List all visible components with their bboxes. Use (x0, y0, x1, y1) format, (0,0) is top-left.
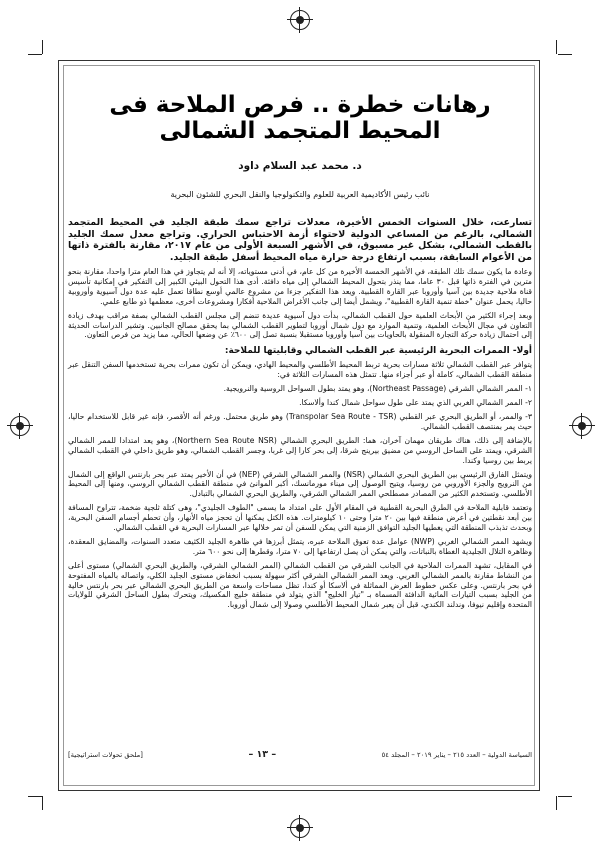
crop-mark (28, 796, 42, 797)
list-item: ٣- والممر، أو الطريق البحري عبر القطبي (Transpolar Sea Route - TSR) وهو طريق محتمل. ورغم أنه الأقصر، فإنه غير قابل للاستخدام حاليا، حيث يمر بمنتصف القطب الشمالي. (68, 411, 532, 431)
registration-mark-bottom (290, 818, 310, 838)
list-item: ٢- الممر الشمالي الغربي الذي يمتد على طول سواحل شمال كندا وألاسكا. (299, 398, 532, 408)
article-title: رهانات خطرة .. فرص الملاحة فى المحيط المتجمد الشمالى (109, 92, 491, 144)
author-name: د. محمد عبد السلام داود (238, 160, 362, 172)
registration-mark-top (290, 10, 310, 30)
crop-mark (558, 54, 572, 55)
article (68, 72, 532, 772)
body-paragraph: يتوافر عبر القطب الشمالي ثلاثة مسارات بحرية تربط المحيط الأطلسي والمحيط الهادي، ويمكن أن تكون ممرات بحرية تستخدمها السفن التنقل عبر منطقة القطب الشمالي، كاملة أو عبر أجزاء منها. تتمثل هذه المسارات الثلاثة في: (68, 360, 532, 380)
section-heading: أولا- الممرات البحرية الرئيسية عبر القطب الشمالي وقابليتها للملاحة: (224, 346, 532, 357)
body-paragraph: وعادة ما يكون سمك تلك الطبقة، في الأشهر الخمسة الأخيرة من كل عام، في أدنى مستوياته، إلا أنه لم يتجاوز في هذا العام مترا واحدا، مقارنة بنحو مترين في الفترة ذاتها قبل ٣٠ عاما، مما ينذر بتحول المحيط الشمالي إلى مياه دافئة. أدى هذا التحول البيئي الكبير إلى التفكير في إمكانية تأسيس قناة ملاحية جديدة بين آسيا وأوروبا عبر القارة القطبية. ويعد هذا التفكير جزءا من مشروع عالمي أوسع نطاقا تعمل عليه عدة دول آسيوية وأوروبية حاليا، يحمل عنوان "خطة تنمية القارة القطبية"، ويشمل أيضا إلى جانب الأغراض الملاحية أفكارا ومشروعات أخرى، معظمها ذو طابع علمي. (68, 267, 532, 306)
list-item: ١- الممر الشمالي الشرقي (Northeast Passage)، وهو يمتد بطول السواحل الروسية والنرويجية. (223, 384, 532, 394)
body-paragraph: وبعد إجراء الكثير من الأبحاث العلمية حول القطب الشمالي، بدأت دول آسيوية عديدة تنضم إلى مجلس القطب الشمالي بصفة مراقب بهدف زيادة التعاون في مجال الأبحاث العلمية، وتنمية الموارد مع دول شمال أوروبا لتطوير القطب الشمالي بما يحقق مصالح الجانبين. وتشير الدراسات الحديثة إلى احتمال زيادة حركة التجارة المنقولة بالحاويات بين آسيا وأوروبا مستقبلا بنسبة تصل إلى ٦٠٠٪ عن وضعها الحالي، مما يزيد من فرص التعاون. (68, 310, 532, 340)
crop-mark (28, 54, 42, 55)
footer-journal-info: السياسة الدولية – العدد ٢١٥ – يناير ٢٠١٩ – المجلد ٥٤ (381, 750, 532, 759)
crop-mark (42, 40, 43, 54)
body-paragraph: في المقابل، تشهد الممرات الملاحية في الجانب الشرقي من القطب الشمالي (الممر الشمالي الشرقي، والطريق البحري الشمالي) مستوى أعلى من النشاط مقارنة بالممر الشمالي الغربي. ويعد الممر الشمالي الشرقي أكثر سهولة بسبب انخفاض مستوى الجليد الكلي، واتصاله بالمياه المفتوحة في بحر بارنتس. وعلى عكس خطوط العرض المماثلة في ألاسكا أو كندا، تظل مساحات واسعة من الطريق البحري الشمالي عبر بحر بارنتس خالية من الجليد بسبب التيارات المائية الدافئة المسماة بـ "تيار الخليج" الذي يتولد في منطقة خليج المكسيك، ويتحرك بطول الساحل الشرقي للولايات المتحدة وإقليم نيوفا، وندلند الكندي، قبل أن يعبر شمال المحيط الأطلسي وصولا إلى شمال أوروبا. (68, 560, 532, 610)
lead-paragraph: تسارعت، خلال السنوات الخمس الأخيرة، معدلات تراجع سمك طبقة الجليد في المحيط المتجمد الشمالي، بالرغم من المساعي الدولية لاحتواء أزمة الاحتباس الحراري. وتراجع معدل سمك الجليد بالقطب الشمالي، بشكل غير مسبوق، في الأشهر السبعة الأولى من عام ٢٠١٧، مقارنة بالفترة ذاتها من الأعوام السابقة، بسبب ارتفاع درجة حرارة مياه المحيط أسفل طبقة الجليد. (68, 217, 532, 263)
footer-supplement-label: [ملحق تحولات استراتيجية] (68, 750, 143, 759)
page-footer (68, 749, 532, 760)
registration-mark-left (10, 416, 30, 436)
registration-mark-right (572, 416, 592, 436)
crop-mark (556, 40, 557, 54)
body-paragraph: بالإضافة إلى ذلك، هناك طريقان مهمان آخران، هما: الطريق البحري الشمالي (Northern Sea Route NSR)، وهو يعد امتدادا للممر الشمالي الشرقي، ويمتد على الساحل الروسي من مضيق بيرينج شرقا، إلى بحر كارا إلى غربا، وجسر القطب الشمالي، وهو طريق داخلي في القطب الشمالي يربط بين روسيا وكندا. (68, 435, 532, 465)
body-paragraph: ويتمثل الفارق الرئيسي بين الطريق البحري الشمالي (NSR) والممر الشمالي الشرقي (NEP) في أن الأخير يمتد عبر بحر بارنتس الواقع إلى الشمال من النرويج والجزء الأوروبي من روسيا، ويتيح الوصول إلى ميناء مورمانسك، أكبر الموانئ في منطقة القطب الشمالي الروسي، ومنها إلى المحيط الأطلسي. وتستخدم الكثير من المصادر مصطلحي الممر الشمالي الشرقي، والطريق البحري الشمالي بالتبادل. (68, 469, 532, 499)
author-affiliation: نائب رئيس الأكاديمية العربية للعلوم والتكنولوجيا والنقل البحري للشئون البحرية (170, 190, 430, 199)
body-paragraph: وتعتمد قابلية الملاحة في الطرق البحرية القطبية في المقام الأول على امتداد ما يسمى "الطوف الجليدي"، وهى كتلة ثلجية ضخمة، تتراوح المسافة بين أبعد نقطتين في أعرض منطقة فيها بين ٢٠ مترا وحتى ١٠ كيلومترات. هذه الكتل يمكنها أن تحجز مياه الأنهار، وأن تحطم أجسام السفن البحرية، وبحدث تذبذب المنطقة التي يغطيها الجليد التوافق الزمنية التي يمكن للسفن أن تمر خلالها عبر المسارات البحرية في القطب الشمالي. (68, 503, 532, 533)
crop-mark (558, 796, 572, 797)
page-number: – ١٣ – (248, 749, 277, 760)
crop-mark (42, 796, 43, 810)
body-paragraph: ويشهد الممر الشمالي الغربي (NWP) عوامل عدة تعوق الملاحة عبره، يتمثل أبرزها في ظاهرة الجليد الكثيف متعدد السنوات، والمضايق المعقدة، وظاهرة التلال الجليدية الغطاة بالنباتات، والتي يمكن أن يصل ارتفاعها إلى ٧٠ مترا، وقطرها إلى نحو ٦٠٠ متر. (68, 536, 532, 556)
crop-mark (556, 796, 557, 810)
